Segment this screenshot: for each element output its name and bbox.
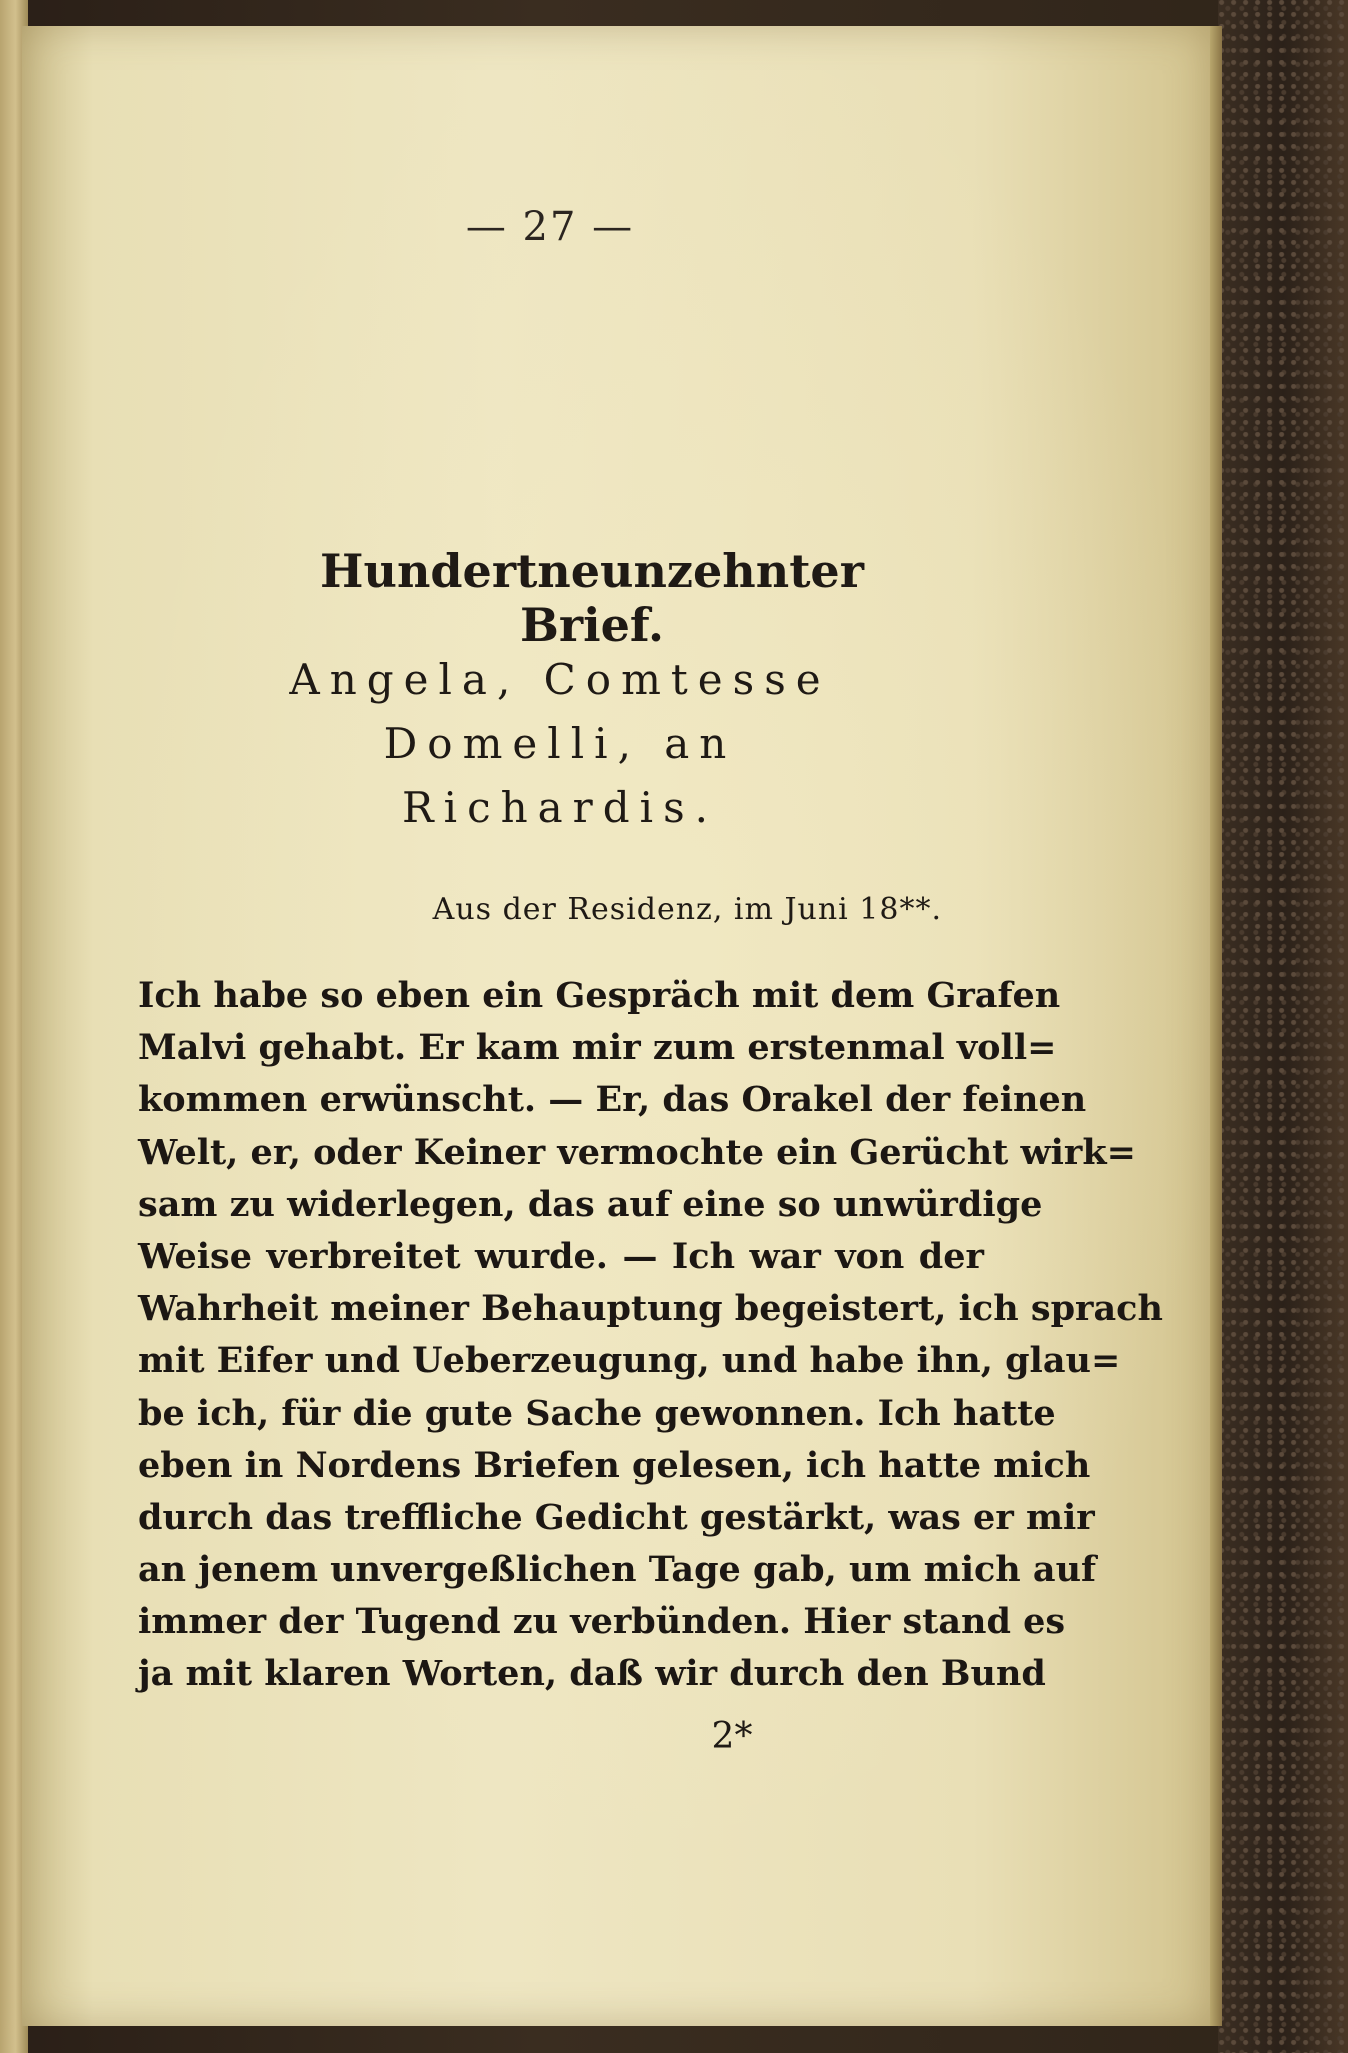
body-line: Wahrheit meiner Behauptung begeistert, ich sprach <box>138 1288 1163 1330</box>
page-number: — 27 — <box>465 204 635 250</box>
body-line: ja mit klaren Worten, daß wir durch den Bund <box>138 1653 1046 1695</box>
letter-body <box>138 970 1163 1730</box>
letter-sender <box>170 648 950 840</box>
letter-heading: Hundertneunzehnter Brief. <box>320 544 864 652</box>
sender-line-2: Richardis. <box>402 783 718 832</box>
printer-signature-mark: 2* <box>711 1716 753 1757</box>
body-line: Malvi gehabt. Er kam mir zum erstenmal voll= <box>138 1027 1057 1069</box>
body-line: eben in Nordens Briefen gelesen, ich hatte mich <box>138 1444 1091 1486</box>
page-edge <box>1210 26 1222 2026</box>
book-page <box>22 26 1210 2026</box>
body-line: durch das treffliche Gedicht gestärkt, was er mir <box>138 1496 1095 1538</box>
body-line: Weise verbreitet wurde. — Ich war von der <box>138 1235 984 1277</box>
letter-dateline: Aus der Residenz, im Juni 18**. <box>432 892 942 927</box>
body-line: Welt, er, oder Keiner vermochte ein Gerücht wirk= <box>138 1131 1136 1173</box>
body-line: kommen erwünscht. — Er, das Orakel der feinen <box>138 1079 1087 1121</box>
sender-line-1: Angela, Comtesse Domelli, an <box>289 655 831 768</box>
body-line: an jenem unvergeßlichen Tage gab, um mich auf <box>138 1549 1097 1591</box>
body-line: mit Eifer und Ueberzeugung, und habe ihn, glau= <box>138 1340 1121 1382</box>
body-line: be ich, für die gute Sache gewonnen. Ich hatte <box>138 1392 1056 1434</box>
body-line: sam zu widerlegen, das auf eine so unwürdige <box>138 1183 1043 1225</box>
body-line: Ich habe so eben ein Gespräch mit dem Grafen <box>138 975 1061 1016</box>
book-cover-edge <box>1218 0 1348 2053</box>
body-line: immer der Tugend zu verbünden. Hier stand es <box>138 1601 1066 1643</box>
